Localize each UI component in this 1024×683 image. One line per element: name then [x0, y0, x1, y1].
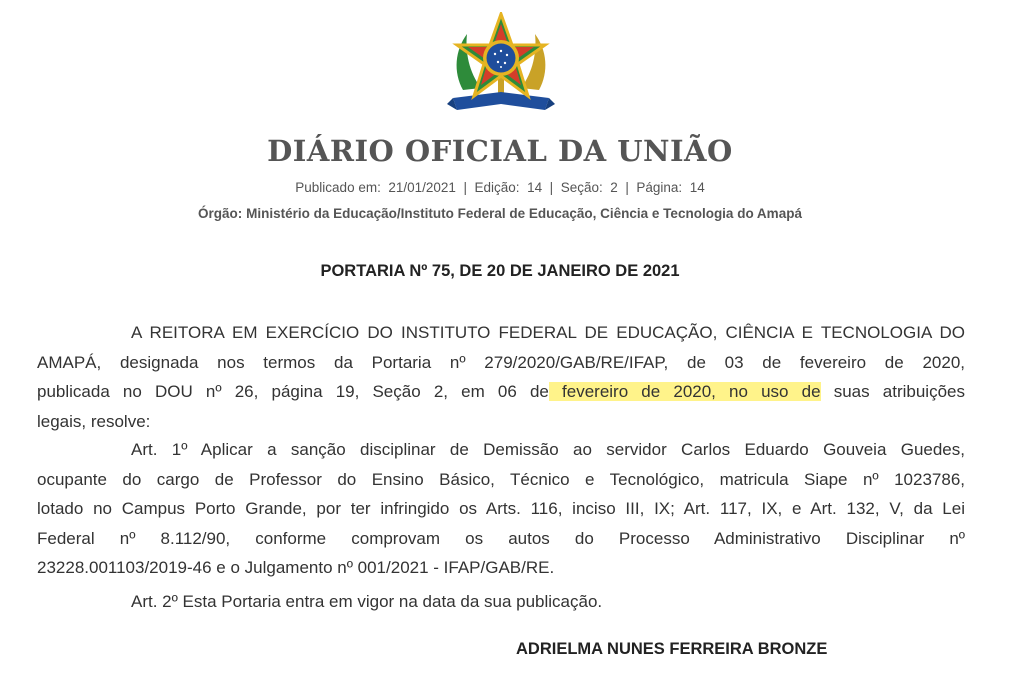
page-label: Página: — [636, 180, 683, 195]
separator: | — [463, 180, 467, 195]
paragraph-line: Federal nº 8.112/90, conforme comprovam os autos do Processo Administrativo Disciplinar nº — [37, 528, 965, 548]
paragraph-line: Art. 1º Aplicar a sanção disciplinar de Demissão ao servidor Carlos Eduardo Gouveia Guedes, — [131, 440, 965, 459]
page-value: 14 — [689, 180, 705, 195]
section-label: Seção: — [560, 180, 603, 195]
highlighted-text: fevereiro de 2020, no uso de — [548, 382, 821, 401]
paragraph-line: AMAPÁ, designada nos termos da Portaria nº 279/2020/GAB/RE/IFAP, de 03 de fevereiro de 2020, — [37, 352, 965, 372]
separator: | — [625, 180, 629, 195]
paragraph-line: lotado no Campus Porto Grande, por ter infringido os Arts. 116, inciso III, IX; Art. 117, IX, e Art. 132, V, da Lei — [37, 499, 965, 518]
paragraph-line: ocupante do cargo de Professor do Ensino Básico, Técnico e Tecnológico, matricula Siape nº 1023786, — [37, 469, 965, 489]
paragraph-preamble — [37, 318, 965, 436]
paragraph-line — [37, 377, 965, 407]
orgao-value: Ministério da Educação/Instituto Federal de Educação, Ciência e Tecnologia do Amapá — [246, 206, 802, 221]
paragraph-article-1 — [37, 435, 965, 583]
section-value: 2 — [610, 180, 618, 195]
published-value: 21/01/2021 — [388, 180, 456, 195]
orgao-label: Órgão: — [198, 206, 243, 221]
text-run: publicada no DOU nº 26, página 19, Seção 2, em 06 de — [37, 382, 549, 401]
publication-info — [0, 180, 1000, 195]
paragraph-line: A REITORA EM EXERCÍCIO DO INSTITUTO FEDERAL DE EDUCAÇÃO, CIÊNCIA E TECNOLOGIA DO — [131, 323, 965, 342]
edition-value: 14 — [527, 180, 543, 195]
coat-of-arms-icon — [445, 12, 557, 120]
separator: | — [549, 180, 554, 195]
paragraph-line: Art. 2º Esta Portaria entra em vigor na data da sua publicação. — [131, 592, 603, 611]
paragraph-line: 23228.001103/2019-46 e o Julgamento nº 001/2021 - IFAP/GAB/RE. — [37, 558, 555, 577]
portaria-title: PORTARIA Nº 75, DE 20 DE JANEIRO DE 2021 — [320, 262, 680, 280]
masthead-title: DIÁRIO OFICIAL DA UNIÃO — [267, 134, 733, 168]
paragraph-article-2 — [37, 587, 965, 617]
published-label: Publicado em: — [295, 180, 381, 195]
orgao-line — [0, 206, 1000, 221]
edition-label: Edição: — [474, 180, 520, 195]
signature-name: ADRIELMA NUNES FERREIRA BRONZE — [516, 640, 828, 658]
text-run: suas atribuições — [820, 382, 965, 401]
paragraph-line: legais, resolve: — [37, 411, 151, 431]
